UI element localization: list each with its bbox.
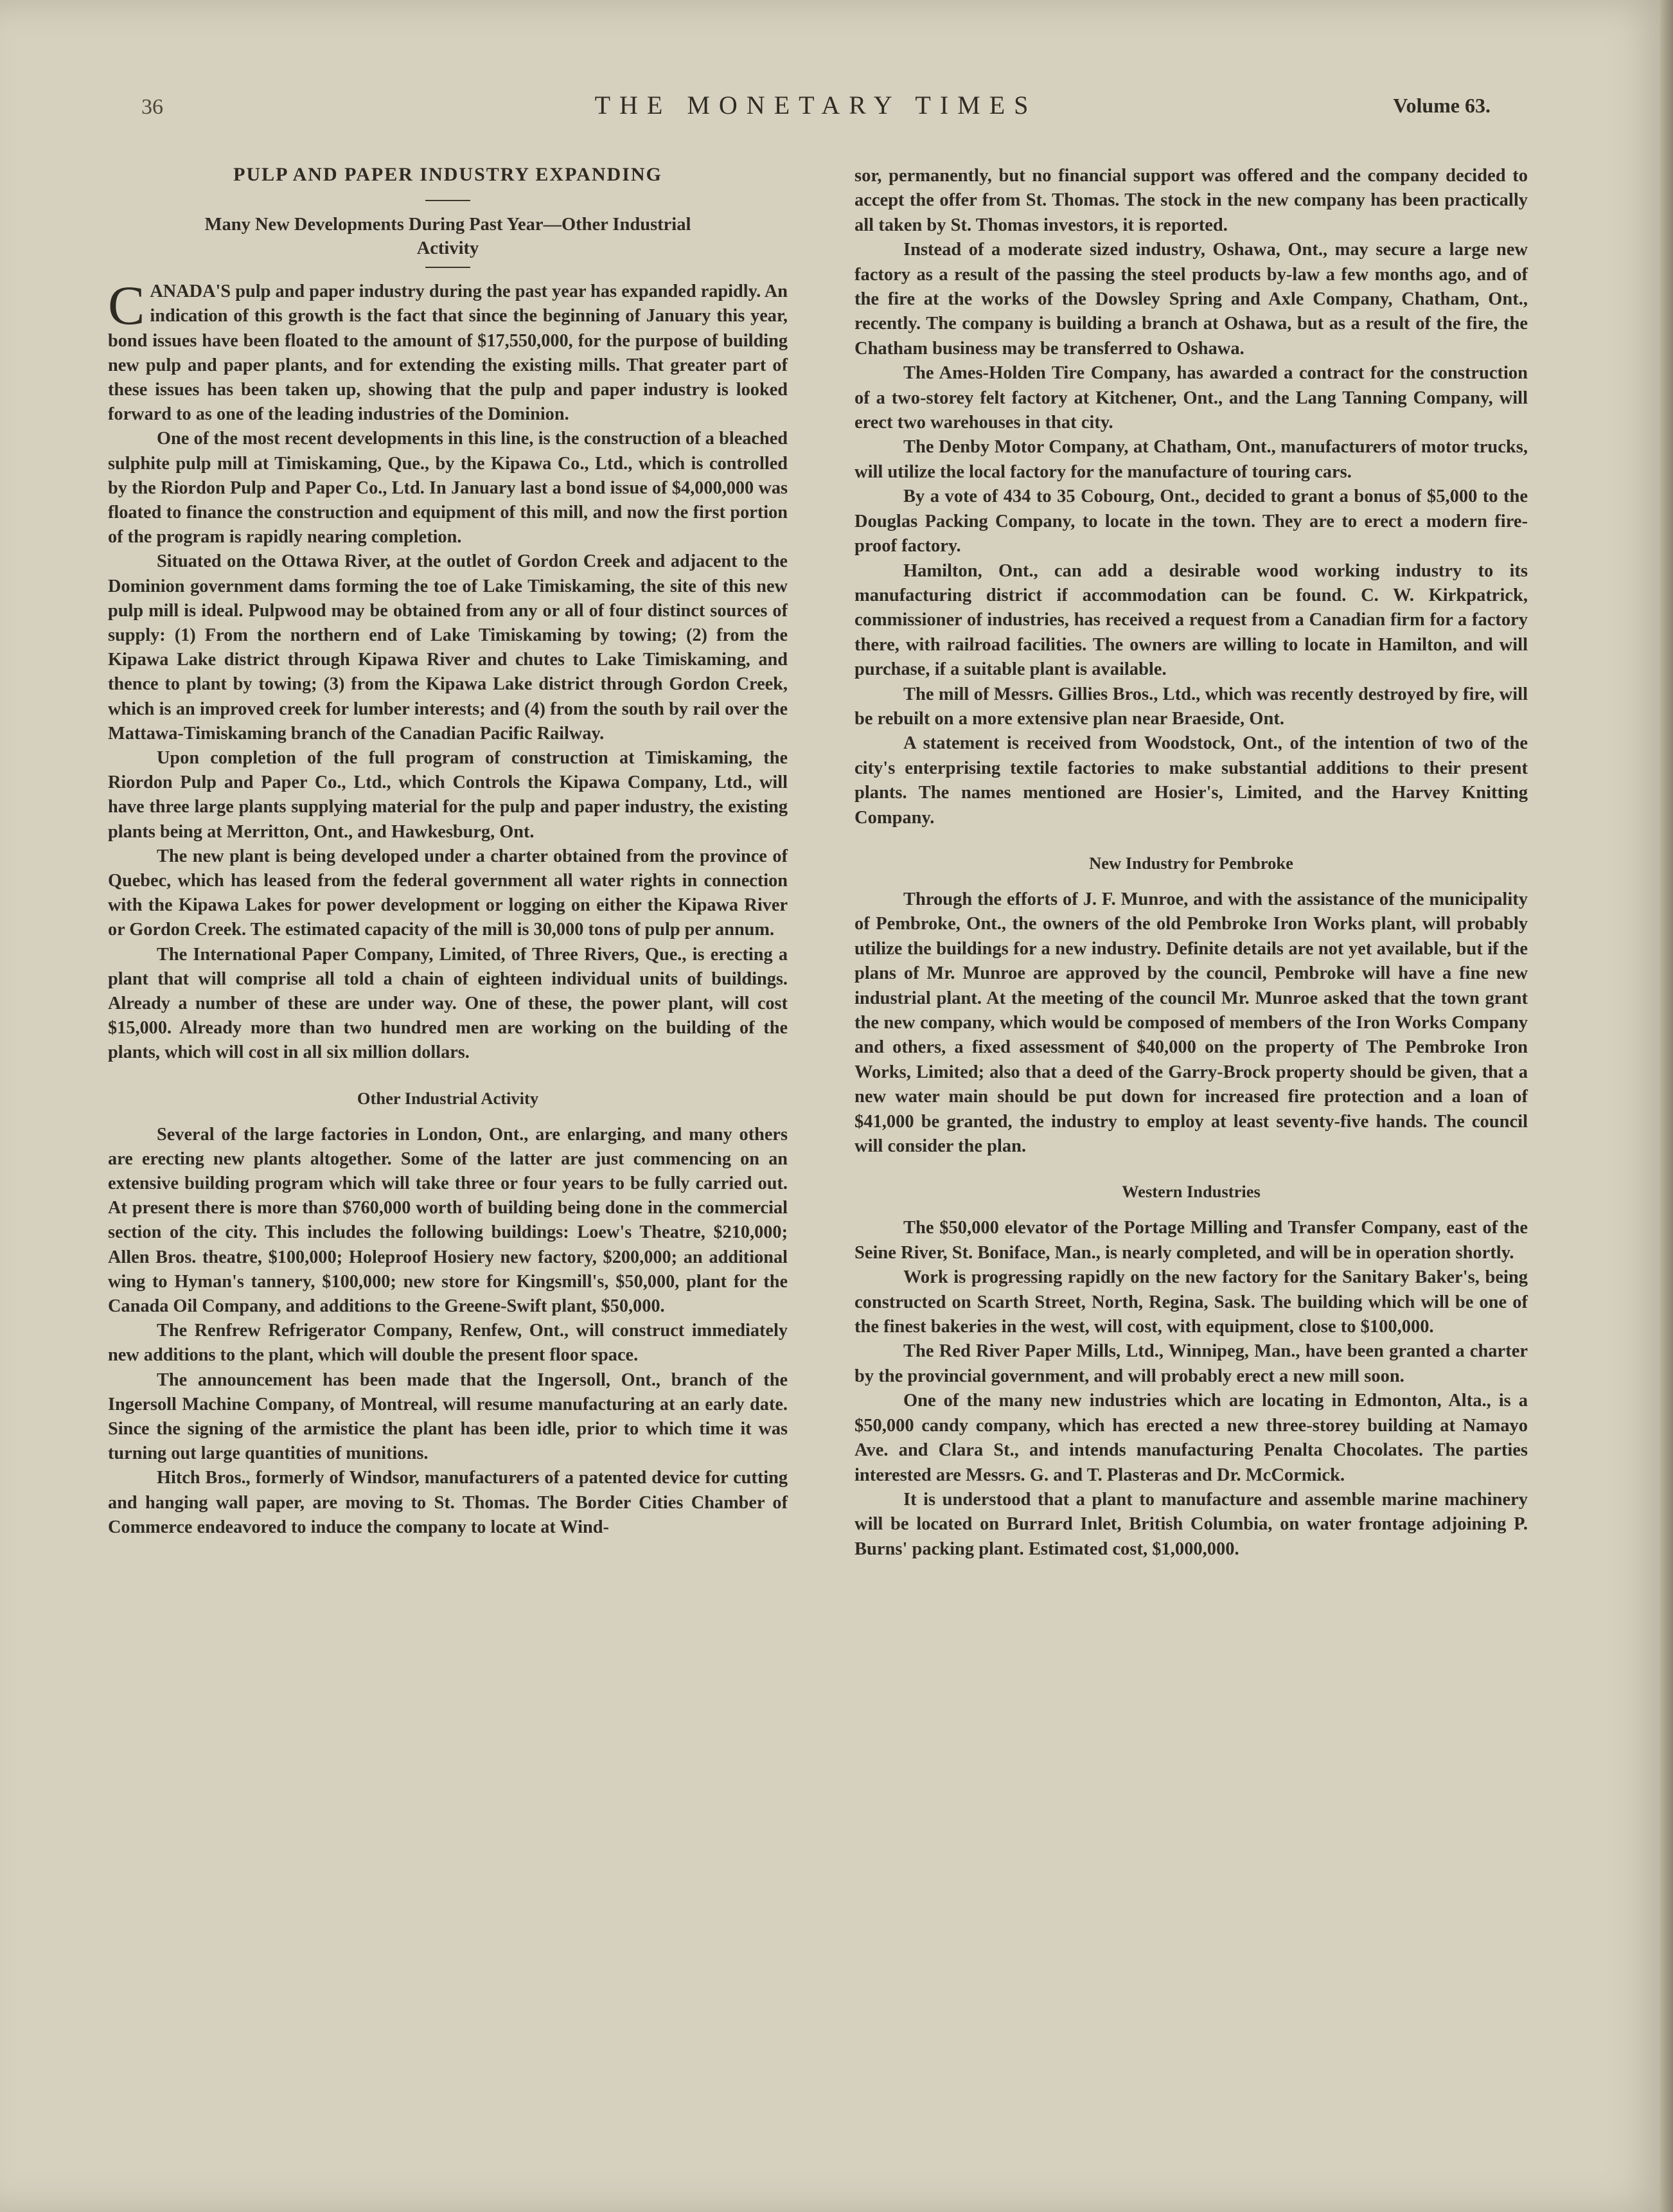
divider: [425, 267, 470, 268]
paragraph: Hamilton, Ont., can add a desirable wood working industry to its manufacturing district if accommodation can be found. C. W. Kirkpatrick, commissioner of industries, has received a request from a Canadian firm for a factory there, with railroad facilities. The owners are willing to locate in Hamilton, and will purchase, if a suitable plant is available.: [854, 560, 1528, 680]
paragraph: Hitch Bros., formerly of Windsor, manufacturers of a patented device for cutting and hanging wall paper, are moving to St. Thomas. The Border Cities Chamber of Commerce endeavored to induce the company to locate at Wind-: [108, 1468, 788, 1537]
paragraph: The Red River Paper Mills, Ltd., Winnipeg, Man., have been granted a charter by the provincial government, and will probably erect a new mill soon.: [854, 1341, 1528, 1386]
paragraph: The announcement has been made that the Ingersoll, Ont., branch of the Ingersoll Machine Company, of Montreal, will resume manufacturing at an early date. Since the signing of the armistice the plant has been idle, prior to which time it was turning out large quantities of munitions.: [108, 1369, 788, 1464]
paragraph: Several of the large factories in London, Ont., are enlarging, and many others are erecting new plants altogether. Some of the latter are just commencing on an extensive building program which will take three or four years to be fully carried out. At present there is more than $760,000 worth of building being done in the commercial section of the city. This includes the following buildings: Loew's Theatre, $210,000; Allen Bros. theatre, $100,000; Holeproof Hosiery new factory, $200,000; an additional wing to Hyman's tannery, $100,000; new store for Kingsmill's, $50,000, plant for the Canada Oil Company, and additions to the Greene-Swift plant, $50,000.: [108, 1124, 788, 1317]
section-heading-western: Western Industries: [1122, 1182, 1261, 1202]
paragraph: Through the efforts of J. F. Munroe, and with the assistance of the municipality of Pembroke, Ont., the owners of the old Pembroke Iron Works plant, will probably utilize the buildings for a new industry. Definite details are not yet available, but if the plans of Mr. Munroe are approved by the council, Pembroke will have a fine new industrial plant. At the meeting of the council Mr. Munroe asked that the town grant the new company, which would be composed of members of the Iron Works Company and others, a fixed assessment of $40,000 on the property of The Pembroke Iron Works, Limited; also that a deed of the Garry-Brock property should be given, that a new water main should be put down for increased fire protection and a loan of $41,000 be granted, the industry to employ at least seventy-five hands. The council will consider the plan.: [854, 889, 1528, 1157]
page-edge-shadow: [1660, 0, 1673, 2212]
paragraph: One of the many new industries which are locating in Edmonton, Alta., is a $50,000 candy company, which has erected a new three-storey building at Namayo Ave. and Clara St., and intends manufacturing Penalta Chocolates. The parties interested are Messrs. G. and T. Plasteras and Dr. McCormick.: [854, 1391, 1528, 1485]
paragraph-continued: sor, permanently, but no financial support was offered and the company decided to accept the offer from St. Thomas. The stock in the new company has been practically all taken by St. Thomas investors, it is reported.: [854, 166, 1528, 235]
right-column: [854, 164, 1528, 1562]
paragraph: The Denby Motor Company, at Chatham, Ont., manufacturers of motor trucks, will utilize the local factory for the manufacture of touring cars.: [854, 437, 1528, 482]
paragraph: The Renfrew Refrigerator Company, Renfew, Ont., will construct immediately new additions to the plant, which will double the present floor space.: [108, 1321, 788, 1366]
paragraph: By a vote of 434 to 35 Cobourg, Ont., decided to grant a bonus of $5,000 to the Douglas Packing Company, to locate in the town. They are to erect a modern fire-proof factory.: [854, 486, 1528, 557]
drop-cap: C: [108, 274, 145, 337]
paragraph: Upon completion of the full program of construction at Timiskaming, the Riordon Pulp and Paper Co., Ltd., which Controls the Kipawa Company, Ltd., will have three large plants supplying material for the pulp and paper industry, the existing plants being at Merritton, Ont., and Hawkesburg, Ont.: [108, 747, 788, 842]
paragraph: The new plant is being developed under a charter obtained from the province of Quebec, which has leased from the federal government all water rights in connection with the Kipawa Lakes for power development or logging on either the Kipawa River or Gordon Creek. The estimated capacity of the mill is 30,000 tons of pulp per annum.: [108, 846, 788, 940]
lead-text: ANADA'S pulp and paper industry during the past year has expanded rapidly. An indication of this growth is the fact that since the beginning of January this year, bond issues have been floated to the amount of $17,550,000, for the purpose of building new pulp and paper plants, and for extending the existing mills. That greater part of these issues has been taken up, showing that the pulp and paper industry is looked forward to as one of the leading industries of the Dominion.: [108, 281, 788, 425]
masthead: THE MONETARY TIMES: [594, 91, 1038, 120]
paragraph: A statement is received from Woodstock, Ont., of the intention of two of the city's enterprising textile factories to make substantial additions to their present plants. The names mentioned are Hosier's, Limited, and the Harvey Knitting Company.: [854, 733, 1528, 828]
paragraph: The $50,000 elevator of the Portage Milling and Transfer Company, east of the Seine River, St. Boniface, Man., is nearly completed, and will be in operation shortly.: [854, 1218, 1528, 1263]
paragraph: Situated on the Ottawa River, at the outlet of Gordon Creek and adjacent to the Dominion government dams forming the toe of Lake Timiskaming, the site of this new pulp mill is ideal. Pulpwood may be obtained from any or all of four distinct sources of supply: (1) From the northern end of Lake Timiskaming by towing; (2) from the Kipawa Lake district through Kipawa River and chutes to Lake Timiskaming, and thence to plant by towing; (3) from the Kipawa Lake district through Gordon Creek, which is an improved creek for lumber interests; and (4) from the south by rail over the Mattawa-Timiskaming branch of the Canadian Pacific Railway.: [108, 551, 788, 744]
paragraph: It is understood that a plant to manufacture and assemble marine machinery will be located on Burrard Inlet, British Columbia, on water frontage adjoining P. Burns' packing plant. Estimated cost, $1,000,000.: [854, 1489, 1528, 1559]
paragraph: One of the most recent developments in this line, is the construction of a bleached sulphite pulp mill at Timiskaming, Que., by the Kipawa Co., Ltd., which is controlled by the Riordon Pulp and Paper Co., Ltd. In January last a bond issue of $4,000,000 was floated to finance the construction and equipment of this mill, and now the first portion of the program is rapidly nearing completion.: [108, 429, 788, 548]
page-header: [141, 90, 1491, 129]
volume-label: Volume 63.: [1393, 94, 1491, 117]
lead-paragraph: [108, 274, 788, 427]
section-heading-pembroke: New Industry for Pembroke: [1089, 853, 1293, 873]
divider: [425, 200, 470, 201]
article-subtitle: Many New Developments During Past Year—Other Industrial Activity: [204, 215, 691, 259]
paragraph: Work is progressing rapidly on the new factory for the Sanitary Baker's, being constructed on Scarth Street, North, Regina, Sask. The building which will be one of the finest bakeries in the west, will cost, with equipment, close to $100,000.: [854, 1267, 1528, 1337]
paragraph: The Ames-Holden Tire Company, has awarded a contract for the construction of a two-storey felt factory at Kitchener, Ont., and the Lang Tanning Company, will erect two warehouses in that city.: [854, 363, 1528, 433]
page-number: 36: [141, 95, 163, 119]
section-heading-other-industrial: Other Industrial Activity: [357, 1088, 539, 1108]
article-title: PULP AND PAPER INDUSTRY EXPANDING: [233, 164, 662, 185]
left-column: [108, 164, 788, 1540]
paragraph: The mill of Messrs. Gillies Bros., Ltd., which was recently destroyed by fire, will be rebuilt on a more extensive plan near Braeside, Ont.: [854, 684, 1528, 729]
paragraph: The International Paper Company, Limited, of Three Rivers, Que., is erecting a plant that will comprise all told a chain of eighteen individual units of buildings. Already a number of these are under way. One of these, the power plant, will cost $15,000. Already more than two hundred men are working on the building of the plants, which will cost in all six million dollars.: [108, 944, 788, 1063]
paragraph: Instead of a moderate sized industry, Oshawa, Ont., may secure a large new factory as a result of the passing the steel products by-law a few months ago, and of the fire at the works of the Dowsley Spring and Axle Company, Chatham, Ont., recently. The company is building a branch at Oshawa, but as a result of the fire, the Chatham business may be transferred to Oshawa.: [854, 240, 1528, 359]
